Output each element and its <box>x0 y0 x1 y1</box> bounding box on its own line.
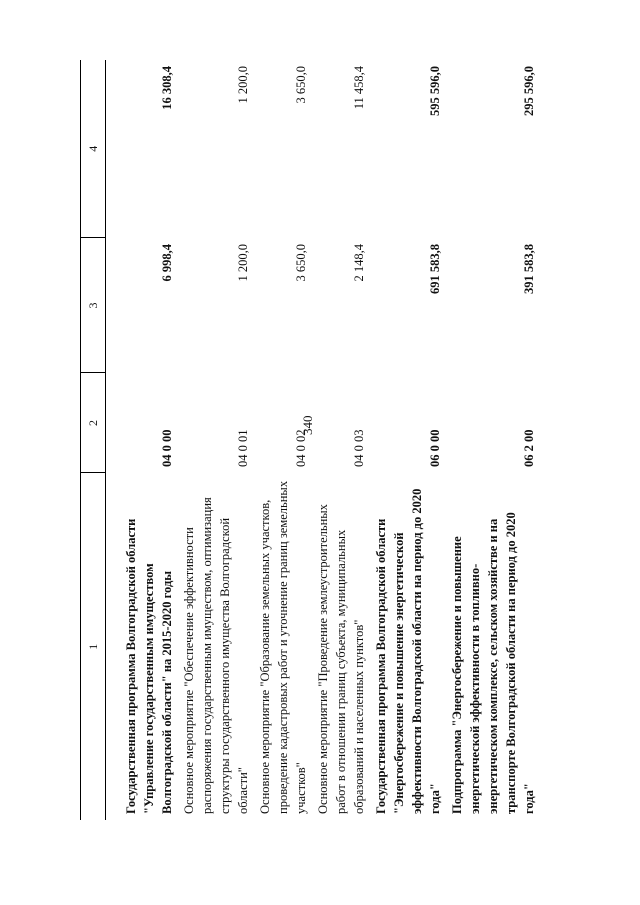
row-code: 04 0 02 <box>294 429 308 467</box>
row-col3: 2 148,4 <box>352 244 366 282</box>
row-code: 04 0 00 <box>160 429 174 467</box>
table-row <box>178 60 254 820</box>
row-code: 04 0 03 <box>352 429 366 467</box>
row-name: Основное мероприятие "Проведение землеустроительных работ в отношении границ субъекта, муниципальных образований и населенных пунктов" <box>316 504 366 814</box>
header-col-3: 3 <box>81 238 106 373</box>
row-code: 04 0 01 <box>236 429 250 467</box>
row-code: 06 2 00 <box>522 429 536 467</box>
header-col-1: 1 <box>81 473 106 820</box>
row-col4: 3 650,0 <box>294 66 308 104</box>
row-col4: 295 596,0 <box>522 66 536 116</box>
row-name: Основное мероприятие "Образование земельных участков, проведение кадастровых работ и уточнение границ земельных участков" <box>258 480 308 814</box>
table-row <box>370 60 446 820</box>
row-name: Государственная программа Волгоградской области "Управление государственным имуществом Волгоградской области" на 2015-2020 годы <box>124 518 174 814</box>
row-name: Государственная программа Волгоградской области "Энергосбережение и повышение энергетической эффективности Волгоградской области на период до 2020 года" <box>374 488 442 814</box>
row-col4: 595 596,0 <box>428 66 442 116</box>
header-col-2: 2 <box>81 373 106 473</box>
row-code: 06 0 00 <box>428 429 442 467</box>
row-name: Подпрограмма "Энергосбережение и повышение энергетической эффективности в топливно-энергетическом комплексе, сельском хозяйстве и на транспорте Волгоградской области на период до 2020 года" <box>450 512 536 814</box>
rotated-table-container <box>80 60 600 820</box>
row-col3: 6 998,4 <box>160 244 174 282</box>
table-row <box>312 60 370 820</box>
budget-table <box>80 60 540 820</box>
table-row <box>120 60 178 820</box>
row-col4: 11 458,4 <box>352 66 366 110</box>
header-col-4: 4 <box>81 60 106 238</box>
row-col4: 16 308,4 <box>160 66 174 110</box>
row-col3: 3 650,0 <box>294 244 308 282</box>
table-row <box>254 60 312 820</box>
row-col4: 1 200,0 <box>236 66 250 104</box>
page-number: 340 <box>300 415 315 435</box>
row-name: Основное мероприятие "Обеспечение эффективности распоряжения государственным имуществом, оптимизация структуры государственного имущества Волгоградской области" <box>182 497 250 814</box>
table-row <box>446 60 540 820</box>
row-col3: 1 200,0 <box>236 244 250 282</box>
table-header <box>81 60 106 820</box>
row-col3: 691 583,8 <box>428 244 442 294</box>
row-col3: 391 583,8 <box>522 244 536 294</box>
